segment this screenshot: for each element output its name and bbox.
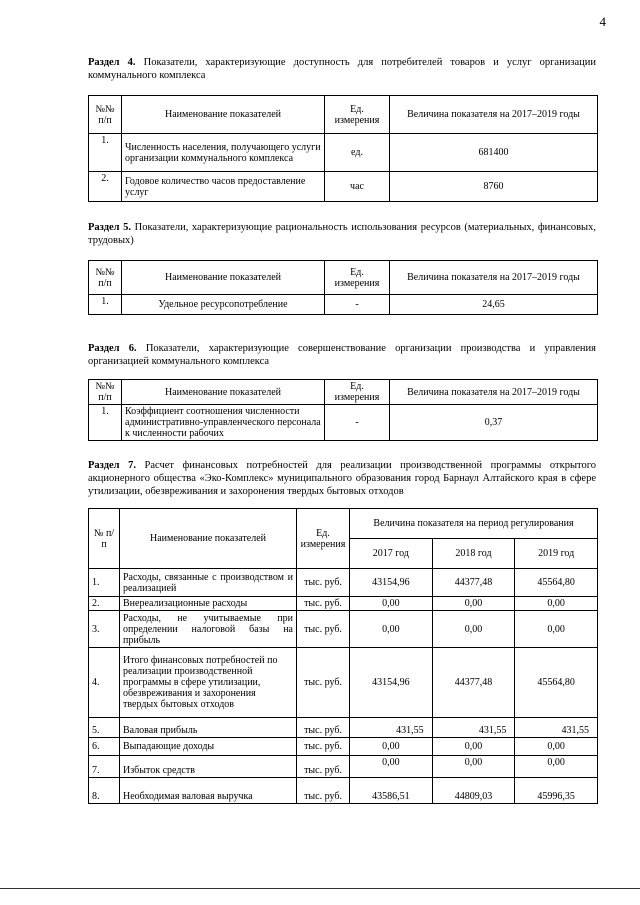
table-row <box>89 597 598 611</box>
row-unit: тыс. руб. <box>297 738 350 756</box>
row-value-2017: 43154,96 <box>350 569 433 597</box>
section4-table <box>88 95 598 202</box>
section5-table <box>88 260 598 315</box>
header-period: Величина показателя на период регулирования <box>350 509 598 539</box>
row-value-2019: 45564,80 <box>515 648 598 718</box>
table-row <box>89 648 598 718</box>
row-value-2019: 0,00 <box>515 597 598 611</box>
table-row <box>89 134 598 172</box>
header-name: Наименование показателей <box>122 96 325 134</box>
row-value-2017: 431,55 <box>350 718 433 738</box>
table-row <box>89 778 598 804</box>
row-num: 5. <box>89 718 120 738</box>
row-value-2019: 0,00 <box>515 756 598 778</box>
header-name: Наименование показателей <box>120 509 297 569</box>
row-num: 4. <box>89 648 120 718</box>
header-num: №№ п/п <box>89 96 122 134</box>
row-value-2019: 0,00 <box>515 611 598 648</box>
row-name: Необходимая валовая выручка <box>120 778 297 804</box>
row-value-2018: 0,00 <box>432 756 515 778</box>
row-unit: тыс. руб. <box>297 756 350 778</box>
row-value-2017: 0,00 <box>350 597 433 611</box>
section6-table <box>88 379 598 441</box>
row-num: 1. <box>89 134 122 172</box>
row-unit: час <box>325 172 390 202</box>
row-name: Расходы, не учитываемые при определении налоговой базы на прибыль <box>120 611 297 648</box>
row-name: Расходы, связанные с производством и реализацией <box>120 569 297 597</box>
header-year-2017: 2017 год <box>350 539 433 569</box>
table-row <box>89 738 598 756</box>
section7-table <box>88 508 598 804</box>
row-value-2018: 0,00 <box>432 597 515 611</box>
section7-title: Расчет финансовых потребностей для реализации производственной программы открытого акционерного общества «Эко-Комплекс» муниципального образования город Барнаул Алтайского края в сфере утилизации, обезвреживания и захоронения твердых бытовых отходов <box>88 460 596 497</box>
section4-label: Раздел 4. <box>88 57 136 68</box>
section6-label: Раздел 6. <box>88 343 137 354</box>
row-value-2017: 43154,96 <box>350 648 433 718</box>
row-name: Коэффициент соотношения численности административно-управленческого персонала к численности рабочих <box>122 405 325 441</box>
section5-heading <box>88 221 596 247</box>
row-unit: тыс. руб. <box>297 569 350 597</box>
header-value: Величина показателя на 2017–2019 годы <box>390 380 598 405</box>
row-value-2017: 0,00 <box>350 738 433 756</box>
row-unit: тыс. руб. <box>297 778 350 804</box>
row-name: Валовая прибыль <box>120 718 297 738</box>
row-unit: - <box>325 295 390 315</box>
row-value: 0,37 <box>390 405 598 441</box>
row-value-2017: 0,00 <box>350 756 433 778</box>
section4-title: Показатели, характеризующие доступность для потребителей товаров и услуг организации коммунального комплекса <box>88 57 596 81</box>
table-row <box>89 718 598 738</box>
row-value: 681400 <box>390 134 598 172</box>
bottom-divider <box>0 888 640 889</box>
row-unit: тыс. руб. <box>297 718 350 738</box>
header-value: Величина показателя на 2017–2019 годы <box>390 96 598 134</box>
header-num: №№ п/п <box>89 380 122 405</box>
row-num: 8. <box>89 778 120 804</box>
table-row <box>89 172 598 202</box>
row-num: 7. <box>89 756 120 778</box>
row-num: 6. <box>89 738 120 756</box>
row-num: 1. <box>89 569 120 597</box>
row-value-2018: 431,55 <box>432 718 515 738</box>
row-value-2017: 43586,51 <box>350 778 433 804</box>
section5-label: Раздел 5. <box>88 222 132 233</box>
row-name: Избыток средств <box>120 756 297 778</box>
row-value-2018: 44377,48 <box>432 569 515 597</box>
row-value-2018: 0,00 <box>432 738 515 756</box>
header-unit: Ед. измерения <box>325 96 390 134</box>
row-name: Итого финансовых потребностей по реализации производственной программы в сфере утилизации, обезвреживания и захоронения твердых бытовых отходов <box>120 648 297 718</box>
section6-title: Показатели, характеризующие совершенствование организации производства и управления организацией коммунального комплекса <box>88 343 596 367</box>
row-unit: ед. <box>325 134 390 172</box>
row-num: 1. <box>89 295 122 315</box>
row-value-2017: 0,00 <box>350 611 433 648</box>
table-row <box>89 405 598 441</box>
header-num: №№ п/п <box>89 261 122 295</box>
row-unit: - <box>325 405 390 441</box>
table-row <box>89 756 598 778</box>
row-value-2018: 0,00 <box>432 611 515 648</box>
row-num: 1. <box>89 405 122 441</box>
row-num: 2. <box>89 597 120 611</box>
header-year-2018: 2018 год <box>432 539 515 569</box>
row-name: Выпадающие доходы <box>120 738 297 756</box>
row-value-2018: 44809,03 <box>432 778 515 804</box>
row-name: Численность населения, получающего услуги организации коммунального комплекса <box>122 134 325 172</box>
row-num: 3. <box>89 611 120 648</box>
row-unit: тыс. руб. <box>297 611 350 648</box>
row-unit: тыс. руб. <box>297 597 350 611</box>
section6-heading <box>88 342 596 368</box>
page-number: 4 <box>599 14 606 29</box>
header-num: № п/п <box>89 509 120 569</box>
table-row <box>89 611 598 648</box>
section5-title: Показатели, характеризующие рациональность использования ресурсов (материальных, финансовых, трудовых) <box>88 222 596 246</box>
section4-heading <box>88 56 596 82</box>
row-value-2019: 0,00 <box>515 738 598 756</box>
header-unit: Ед. измерения <box>325 261 390 295</box>
table-row <box>89 569 598 597</box>
row-name: Годовое количество часов предоставление услуг <box>122 172 325 202</box>
header-name: Наименование показателей <box>122 261 325 295</box>
header-name: Наименование показателей <box>122 380 325 405</box>
row-name: Удельное ресурсопотребление <box>122 295 325 315</box>
row-value-2019: 45996,35 <box>515 778 598 804</box>
row-value-2019: 431,55 <box>515 718 598 738</box>
table-row <box>89 295 598 315</box>
row-name: Внереализационные расходы <box>120 597 297 611</box>
row-value-2018: 44377,48 <box>432 648 515 718</box>
header-unit: Ед. измерения <box>297 509 350 569</box>
row-num: 2. <box>89 172 122 202</box>
header-unit: Ед. измерения <box>325 380 390 405</box>
section7-heading <box>88 459 596 498</box>
header-value: Величина показателя на 2017–2019 годы <box>390 261 598 295</box>
header-year-2019: 2019 год <box>515 539 598 569</box>
row-value: 8760 <box>390 172 598 202</box>
section7-label: Раздел 7. <box>88 460 136 471</box>
row-value-2019: 45564,80 <box>515 569 598 597</box>
row-value: 24,65 <box>390 295 598 315</box>
row-unit: тыс. руб. <box>297 648 350 718</box>
